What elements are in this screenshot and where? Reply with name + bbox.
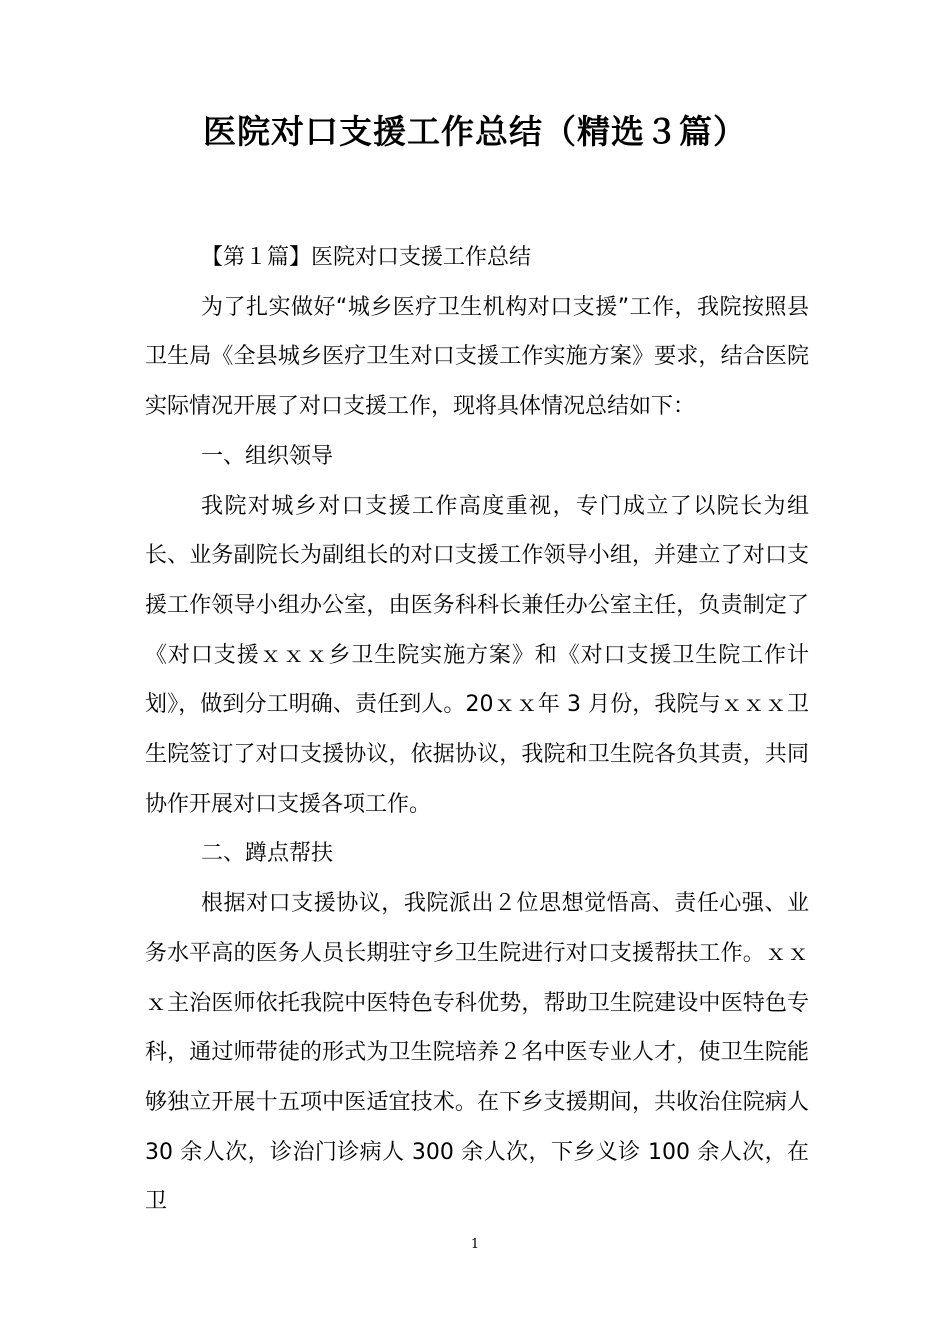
- page-number: 1: [470, 1237, 480, 1252]
- document-body: [145, 233, 809, 1227]
- document-title: 医院对口支援工作总结（精选３篇）: [203, 112, 747, 151]
- assistance-paragraph: 根据对口支援协议，我院派出２位思想觉悟高、责任心强、业务水平高的医务人员长期驻守乡卫生院进行对口支援帮扶工作。ｘｘｘ主治医师依托我院中医特色专科优势，帮助卫生院建设中医特色专科，通过师带徒的形式为卫生院培养２名中医专业人才，使卫生院能够独立开展十五项中医适宜技术。在下乡支援期间，共收治住院病人30 余人次，诊治门诊病人 300 余人次，下乡义诊 100 余人次，在卫: [145, 891, 809, 1215]
- section-heading-organization: 一、组织领导: [201, 443, 334, 469]
- intro-paragraph: 为了扎实做好“城乡医疗卫生机构对口支援”工作，我院按照县卫生局《全县城乡医疗卫生对口支援工作实施方案》要求，结合医院实际情况开展了对口支援工作，现将具体情况总结如下：: [145, 294, 810, 420]
- section-heading-part-1: 【第１篇】医院对口支援工作总结: [201, 245, 532, 270]
- organization-paragraph: 我院对城乡对口支援工作高度重视，专门成立了以院长为组长、业务副院长为副组长的对口支援工作领导小组，并建立了对口支援工作领导小组办公室，由医务科科长兼任办公室主任，负责制定了《对口支援ｘｘｘ乡卫生院实施方案》和《对口支援卫生院工作计划》，做到分工明确、责任到人。20ｘｘ年 3 月份，我院与ｘｘｘ卫生院签订了对口支援协议，依据协议，我院和卫生院各负其责，共同协作开展对口支援各项工作。: [145, 493, 809, 817]
- section-heading-assistance: 二、蹲点帮扶: [201, 841, 334, 867]
